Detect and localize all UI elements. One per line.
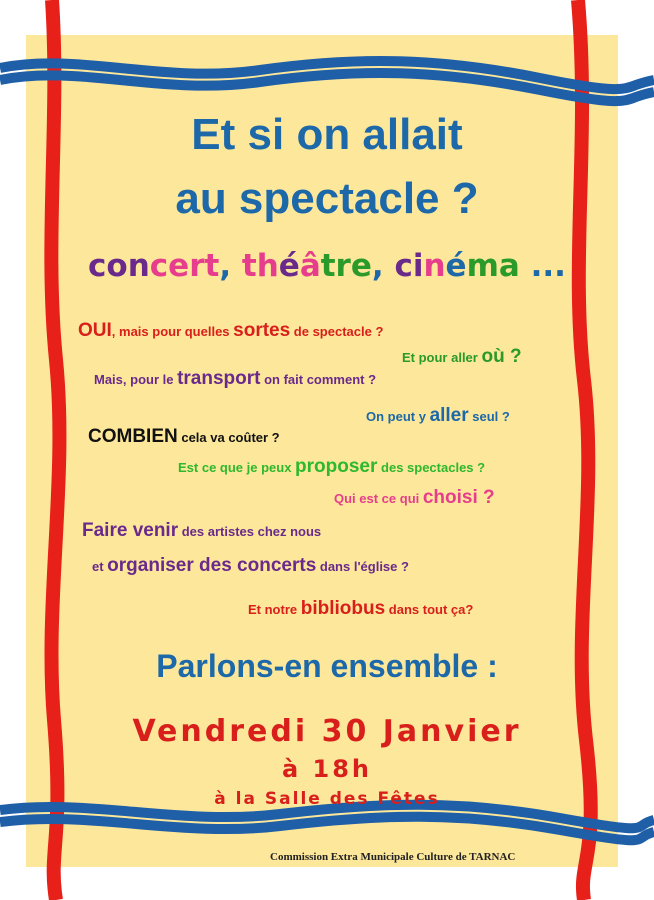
title-line-2: au spectacle ? (175, 174, 479, 223)
question-5-combien: COMBIEN (88, 426, 178, 447)
genres-segment: ... (519, 248, 566, 284)
genres-segment: ma (466, 248, 520, 284)
question-10 (248, 598, 473, 620)
genres-segment: é (278, 248, 300, 284)
genres-segment: con (88, 248, 150, 284)
genres-segment: n (423, 248, 446, 284)
question-9 (92, 555, 409, 577)
question-2-ou: où (481, 346, 505, 367)
question-5 (88, 426, 280, 448)
question-9-organiser: organiser des concerts (107, 555, 317, 576)
question-3-text: Mais, pour le (94, 372, 178, 387)
genres-segment: , (219, 248, 242, 284)
genres-segment: ci (394, 248, 424, 284)
question-8-faire-venir: Faire venir (82, 520, 179, 541)
question-1-sortes: sortes (233, 320, 291, 341)
question-6 (178, 456, 485, 478)
event-place: à la Salle des Fêtes (214, 789, 440, 809)
question-10-text: Et notre (248, 602, 301, 617)
question-5-text: cela va coûter ? (177, 430, 280, 445)
question-2 (402, 346, 522, 368)
event-time: à 18h (281, 755, 373, 783)
question-6-text: Est ce que je peux (178, 460, 296, 475)
question-4 (366, 405, 510, 427)
question-3-transport: transport (177, 368, 261, 389)
question-10-bibliobus: bibliobus (300, 598, 386, 619)
question-8-text: des artistes chez nous (178, 524, 322, 539)
question-3 (94, 368, 376, 390)
question-7-text: Qui est ce qui (334, 491, 423, 506)
event-date: Vendredi 30 Janvier (132, 714, 522, 749)
genres-segment: cert (149, 248, 220, 284)
question-9-et: et (92, 559, 108, 574)
genres-segment: th (241, 248, 279, 284)
genres-segment: â (299, 248, 321, 284)
question-8 (82, 520, 321, 542)
question-6-end: des spectacles ? (377, 460, 486, 475)
question-3-end: on fait comment ? (260, 372, 377, 387)
question-1-text: , mais pour quelles (111, 324, 234, 339)
parlons-heading: Parlons-en ensemble : (156, 648, 498, 684)
question-10-end: dans tout ça? (385, 602, 474, 617)
question-7 (334, 487, 495, 509)
question-1 (78, 320, 383, 342)
footer-credit: Commission Extra Municipale Culture de TARNAC (270, 851, 516, 863)
title-line-1: Et si on allait (191, 110, 463, 159)
question-9-end: dans l'église ? (316, 559, 409, 574)
genres-segment: é (445, 248, 467, 284)
genres-segment: tre (320, 248, 372, 284)
question-1-oui: OUI (78, 320, 112, 341)
question-2-end: ? (504, 346, 522, 367)
question-2-text: Et pour aller (402, 350, 482, 365)
question-7-end: ? (477, 487, 495, 508)
question-7-choisi: choisi (422, 487, 478, 508)
question-4-text: On peut y (366, 409, 430, 424)
genres-segment: , (371, 248, 395, 284)
question-6-proposer: proposer (295, 456, 378, 477)
question-1-end: de spectacle ? (290, 324, 384, 339)
question-4-end: seul ? (468, 409, 510, 424)
genres-line (0, 248, 654, 284)
question-4-aller: aller (429, 405, 469, 426)
